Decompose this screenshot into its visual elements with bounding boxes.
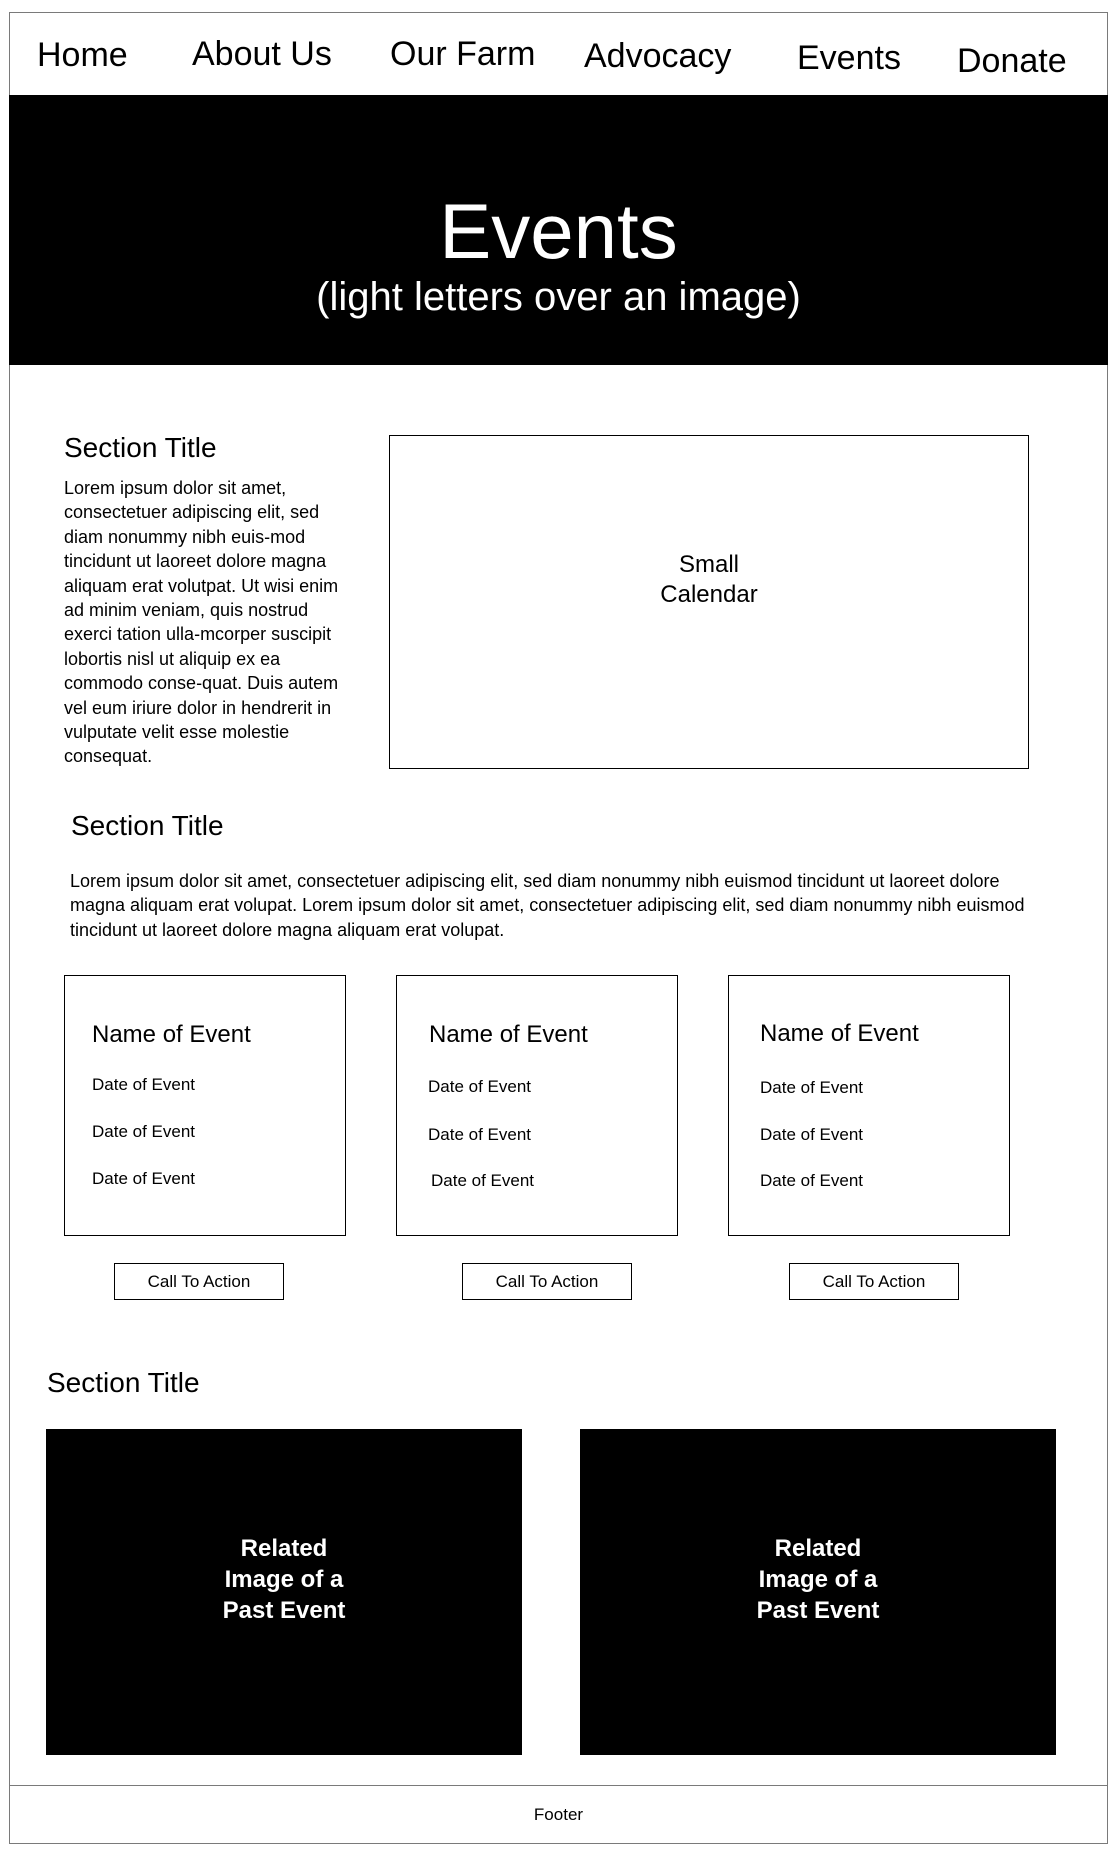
events-section-title: Section Title bbox=[71, 810, 224, 841]
nav-item-donate[interactable]: Donate bbox=[957, 42, 1067, 80]
event-date: Date of Event bbox=[92, 1075, 196, 1094]
hero-banner bbox=[9, 95, 1108, 365]
call-to-action-button[interactable]: Call To Action bbox=[789, 1263, 959, 1300]
past-event-image-label: Related Image of a Past Event bbox=[222, 1535, 346, 1624]
event-date: Date of Event bbox=[428, 1125, 532, 1144]
hero-subtitle: (light letters over an image) bbox=[316, 275, 801, 319]
event-date: Date of Event bbox=[760, 1171, 864, 1190]
event-date: Date of Event bbox=[92, 1122, 196, 1141]
event-date: Date of Event bbox=[428, 1077, 532, 1096]
event-card bbox=[728, 975, 1010, 1236]
event-date: Date of Event bbox=[431, 1171, 535, 1190]
event-name: Name of Event bbox=[429, 1021, 588, 1048]
past-events-section-title: Section Title bbox=[47, 1367, 200, 1398]
event-card bbox=[64, 975, 346, 1236]
past-event-image[interactable] bbox=[46, 1429, 522, 1755]
small-calendar[interactable] bbox=[389, 435, 1029, 769]
event-date: Date of Event bbox=[760, 1125, 864, 1144]
hero-title: Events bbox=[439, 187, 678, 275]
main-nav bbox=[10, 13, 1107, 95]
nav-item-events[interactable]: Events bbox=[797, 39, 901, 77]
event-date: Date of Event bbox=[760, 1078, 864, 1097]
past-event-image-label: Related Image of a Past Event bbox=[756, 1535, 880, 1624]
intro-section-body: Lorem ipsum dolor sit amet, consectetuer adipiscing elit, sed diam nonummy nibh euis-mod tincidunt ut laoreet dolore magna aliquam erat volutpat. Ut wisi enim ad minim veniam, quis nostrud exerci tation ulla-mcorper suscipit lobortis nisl ut aliquip ex ea commodo conse-quat. Duis autem vel eum iriure dolor in hendrerit in vulputate velit esse molestie consequat. bbox=[64, 478, 339, 767]
nav-item-home[interactable]: Home bbox=[37, 36, 128, 74]
nav-item-our-farm[interactable]: Our Farm bbox=[390, 35, 536, 73]
call-to-action-button[interactable]: Call To Action bbox=[462, 1263, 632, 1300]
event-date: Date of Event bbox=[92, 1169, 196, 1188]
event-name: Name of Event bbox=[92, 1021, 251, 1048]
past-event-image[interactable] bbox=[580, 1429, 1056, 1755]
footer bbox=[10, 1785, 1107, 1844]
small-calendar-label bbox=[390, 550, 1028, 610]
event-name: Name of Event bbox=[760, 1020, 919, 1047]
events-section-body: Lorem ipsum dolor sit amet, consectetuer adipiscing elit, sed diam nonummy nibh euismod tincidunt ut laoreet dolore magna aliquam erat volupat. Lorem ipsum dolor sit amet, consectetuer adipiscing elit, sed diam nonummy nibh euismod tincidunt ut laoreet dolore magna aliquam erat volupat. bbox=[70, 871, 1025, 940]
footer-label: Footer bbox=[533, 1805, 584, 1824]
intro-section-title: Section Title bbox=[64, 432, 217, 463]
calendar-label-text: Small Calendar bbox=[660, 551, 758, 608]
event-card bbox=[396, 975, 678, 1236]
nav-item-advocacy[interactable]: Advocacy bbox=[584, 37, 732, 75]
nav-item-about-us[interactable]: About Us bbox=[192, 35, 332, 73]
call-to-action-button[interactable]: Call To Action bbox=[114, 1263, 284, 1300]
